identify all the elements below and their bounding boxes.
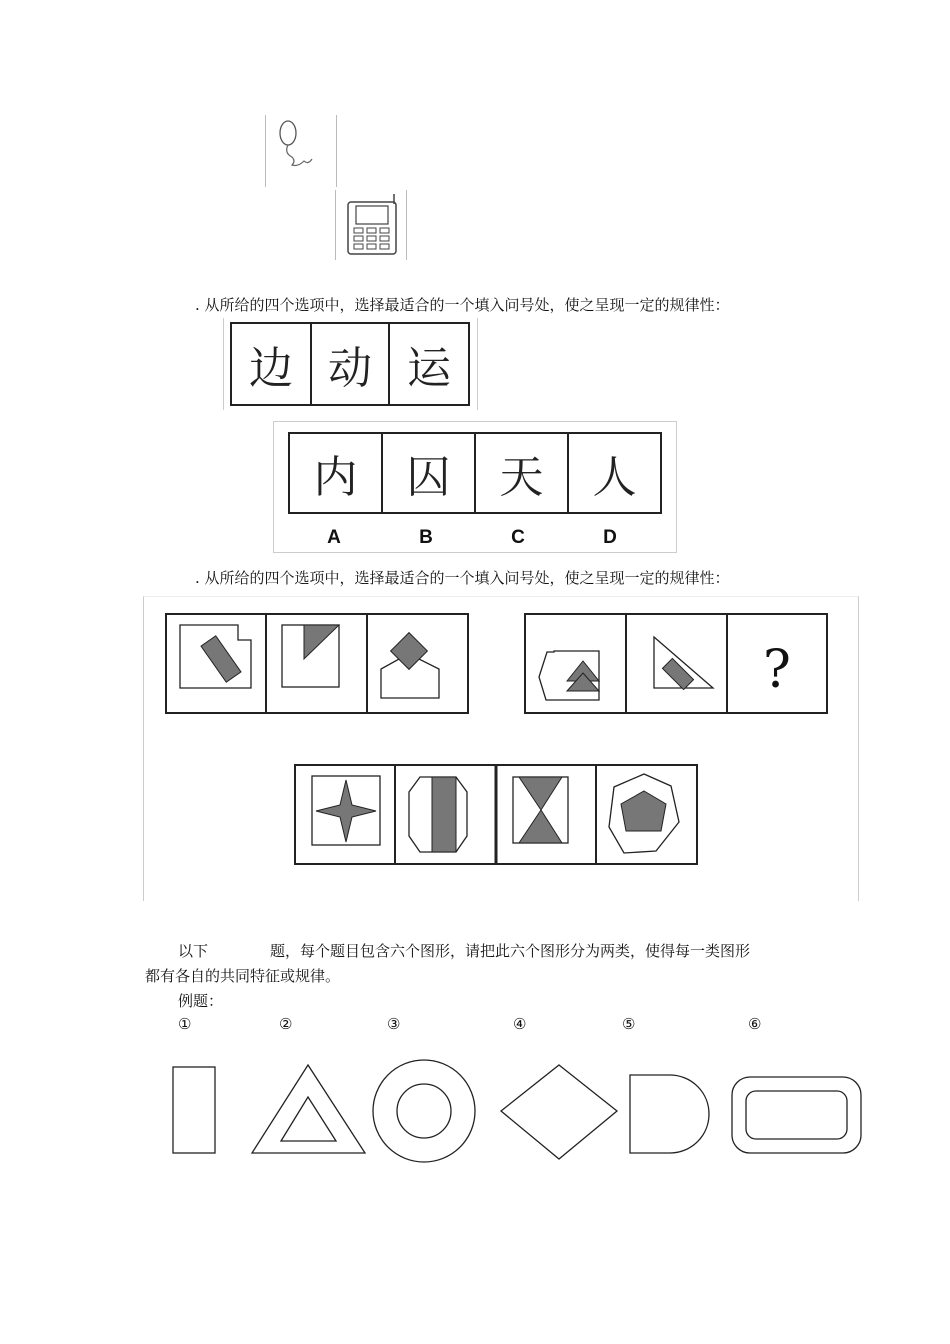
q1-stem-row (230, 322, 470, 406)
q1-options-row (288, 432, 662, 514)
q2-stem-right (525, 614, 827, 713)
example-number-6: ⑥ (748, 1015, 762, 1033)
option-label-b: B (419, 527, 433, 548)
q2-options (295, 765, 697, 864)
q1-stem-frame (223, 318, 478, 410)
example-shape-ring (373, 1060, 475, 1162)
mobile-phone-icon (336, 190, 406, 260)
q1-option-char: 人 (592, 452, 637, 503)
section-line1-b: 题，每个题目包含六个图形，请把此六个图形分为两类，使得每一类图形 (270, 942, 751, 960)
example-shapes (160, 1055, 870, 1170)
q2-question-mark: ? (763, 640, 791, 700)
option-label-d: D (603, 527, 617, 548)
example-shape-triangle (252, 1065, 365, 1153)
q1-options-frame (273, 421, 677, 553)
q1-option-c[interactable] (476, 434, 569, 512)
balloon-icon (266, 115, 336, 187)
q2-prompt: . 从所给的四个选项中，选择最适合的一个填入问号处，使之呈现一定的规律性： (195, 569, 730, 587)
q1-option-char: 囚 (406, 452, 451, 503)
q1-stem-char: 运 (407, 343, 451, 394)
q1-stem-cell (390, 324, 468, 404)
q2-figure-frame (143, 596, 859, 901)
q1-option-char: 内 (313, 452, 358, 503)
example-number-3: ③ (387, 1015, 401, 1033)
q1-option-b[interactable] (383, 434, 476, 512)
q1-option-char: 天 (499, 452, 544, 503)
example-shape-diamond (501, 1065, 617, 1159)
phone-image (335, 190, 407, 260)
example-shape-rectangle (173, 1067, 215, 1153)
example-number-4: ④ (513, 1015, 527, 1033)
example-number-5: ⑤ (622, 1015, 636, 1033)
section-line2: 都有各自的共同特征或规律。 (145, 967, 341, 985)
example-label: 例题： (178, 992, 224, 1010)
example-shape-d-shape (630, 1075, 709, 1153)
q1-stem-cell (312, 324, 390, 404)
example-number-1: ① (178, 1015, 192, 1033)
q1-option-a[interactable] (290, 434, 383, 512)
q1-stem-cell (232, 324, 312, 404)
section-line1-a: 以下 (178, 942, 209, 960)
q1-option-labels (288, 527, 656, 549)
option-label-a: A (327, 527, 341, 548)
q1-prompt: . 从所给的四个选项中，选择最适合的一个填入问号处，使之呈现一定的规律性： (195, 296, 730, 314)
q1-stem-char: 动 (328, 343, 372, 394)
balloon-image (265, 115, 337, 187)
example-shape-rounded-rectangles (732, 1077, 861, 1153)
q1-stem-char: 边 (249, 343, 293, 394)
option-label-c: C (511, 527, 525, 548)
example-number-2: ② (279, 1015, 293, 1033)
q2-figure (144, 597, 860, 902)
q2-stem-left (166, 614, 468, 713)
q1-option-d[interactable] (569, 434, 660, 512)
